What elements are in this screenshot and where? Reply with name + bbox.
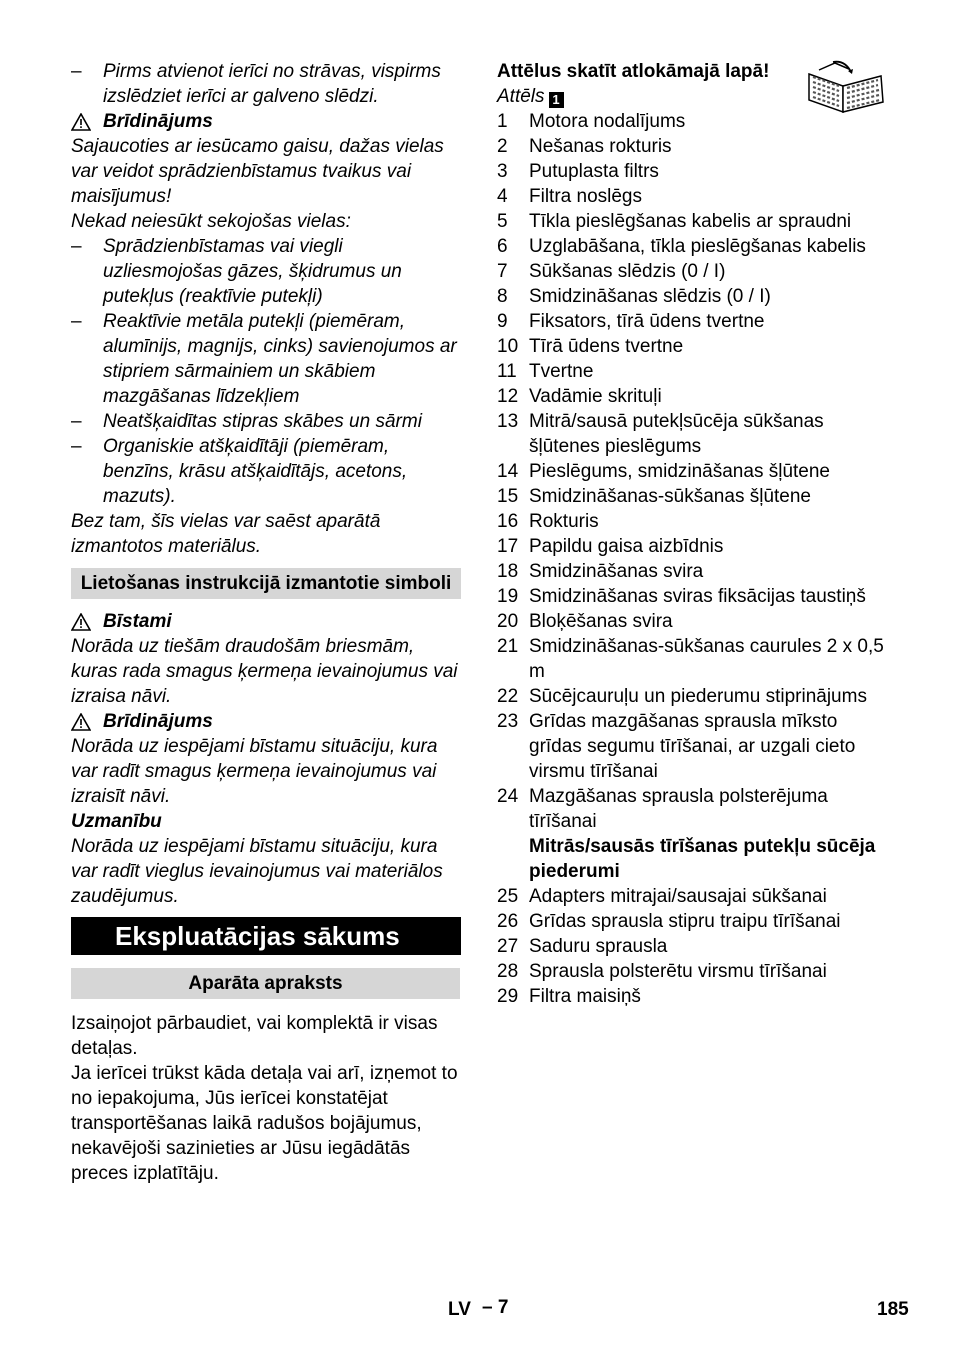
danger-text: Norāda uz tiešām draudošām briesmām, kuras rada smagus ķermeņa ievainojumus vai izraisa nāvi. [71, 636, 458, 707]
item-text: Sūcējcauruļu un piederumu stiprinājums [529, 686, 867, 707]
item-number: 22 [497, 686, 519, 707]
list-item [497, 459, 889, 484]
item-number: 28 [497, 961, 519, 982]
dash-item: – Reaktīvie metāla putekļi (piemēram, alumīnijs, magnijs, cinks) savienojumos ar stipriem sārmainiem un skābiem mazgāšanas līdzekļiem [71, 309, 461, 409]
item-text: Putuplasta filtrs [529, 161, 659, 182]
list-item [497, 584, 889, 609]
item-text: Tvertne [529, 361, 594, 382]
list-item [497, 634, 889, 684]
hazard-item: Sprādzienbīstamas vai viegli uzliesmojošas gāzes, šķidrumus un putekļus (reaktīvie putekļi) [103, 236, 402, 307]
item-number: 29 [497, 986, 519, 1007]
item-text: Nešanas rokturis [529, 136, 672, 157]
item-number: 15 [497, 486, 519, 507]
item-text: Tīrā ūdens tvertne [529, 336, 684, 357]
body-text: Izsaiņojot pārbaudiet, vai komplektā ir visas detaļas. [71, 1013, 438, 1059]
caution-title: Uzmanību [71, 811, 162, 832]
item-number: 21 [497, 636, 519, 657]
item-text: Smidzināšanas-sūkšanas šļūtene [529, 486, 811, 507]
list-item [497, 984, 889, 1009]
list-item [497, 559, 889, 584]
item-number: 20 [497, 611, 519, 632]
item-number: 25 [497, 886, 519, 907]
item-number: 26 [497, 911, 519, 932]
warning-title: Brīdinājums [103, 111, 213, 132]
caution-text: Norāda uz iespējami bīstamu situāciju, kura var radīt vieglus ievainojumus vai materiālos zaudējumus. [71, 836, 443, 907]
figure-number-badge: 1 [549, 92, 564, 108]
item-text: Bloķēšanas svira [529, 611, 673, 632]
item-number: 16 [497, 511, 519, 532]
list-item [497, 509, 889, 534]
item-text: Filtra noslēgs [529, 186, 642, 207]
item-number: 27 [497, 936, 519, 957]
item-text: Mitrā/sausā putekļsūcēja sūkšanas šļūtenes pieslēgums [529, 411, 824, 457]
open-book-icon [805, 60, 887, 121]
item-number: 10 [497, 336, 519, 357]
dash-item: – Neatšķaidītas stipras skābes un sārmi [71, 409, 461, 434]
list-item [497, 159, 889, 184]
list-item [497, 184, 889, 209]
list-item [497, 909, 889, 934]
item-number: 12 [497, 386, 519, 407]
right-column [497, 59, 889, 1009]
footer-language: LV [448, 1299, 471, 1320]
section-heading: Lietošanas instrukcijā izmantotie simboli [71, 568, 461, 599]
list-item [497, 484, 889, 509]
body-text: Ja ierīcei trūkst kāda detaļa vai arī, izņemot to no iepakojuma, Jūs ierīcei konstatējat transportēšanas laikā radušos bojājumus, nekavējoši sazinieties ar Jūsu iegādātās preces izplatītāju. [71, 1063, 458, 1184]
chapter-heading: Ekspluatācijas sākums [71, 917, 461, 955]
warning-triangle-icon [71, 613, 103, 631]
warning-text: Nekad neiesūkt sekojošas vielas: [71, 211, 351, 232]
item-text: Sprausla polsterētu virsmu tīrīšanai [529, 961, 827, 982]
item-text: Smidzināšanas-sūkšanas caurules 2 x 0,5 m [529, 636, 884, 682]
hazard-item: Organiskie atšķaidītāji (piemēram, benzīns, krāsu atšķaidītājs, acetons, mazuts). [103, 436, 408, 507]
list-item [497, 934, 889, 959]
list-item [497, 409, 889, 459]
list-item [497, 709, 889, 784]
list-item [497, 334, 889, 359]
item-number: 6 [497, 236, 508, 257]
list-item [497, 359, 889, 384]
item-number: 5 [497, 211, 508, 232]
item-text: Motora nodalījums [529, 111, 686, 132]
item-number: 11 [497, 361, 517, 382]
list-item [497, 884, 889, 909]
item-number: 17 [497, 536, 519, 557]
item-text: Rokturis [529, 511, 599, 532]
item-text: Fiksators, tīrā ūdens tvertne [529, 311, 765, 332]
list-item [497, 309, 889, 334]
item-number: 13 [497, 411, 519, 432]
item-text: Saduru sprausla [529, 936, 668, 957]
item-number: 18 [497, 561, 519, 582]
figure-title: Attēlus skatīt atlokāmajā lapā! [497, 61, 770, 82]
warning-triangle-icon [71, 713, 103, 731]
item-text: Adapters mitrajai/sausajai sūkšanai [529, 886, 827, 907]
left-column [71, 59, 461, 1186]
item-text: Grīdas sprausla stipru traipu tīrīšanai [529, 911, 841, 932]
item-number: 1 [497, 111, 508, 132]
warning-text: Sajaucoties ar iesūcamo gaisu, dažas vielas var veidot sprādzienbīstamus tvaikus vai maisījumus! [71, 136, 444, 207]
list-item [497, 284, 889, 309]
warning-heading [71, 109, 461, 134]
list-item [497, 259, 889, 284]
item-number: 23 [497, 711, 519, 732]
item-number: 4 [497, 186, 508, 207]
warning-triangle-icon [71, 113, 103, 131]
item-number: 3 [497, 161, 508, 182]
item-text: Filtra maisiņš [529, 986, 641, 1007]
warning-text: Norāda uz iespējami bīstamu situāciju, kura var radīt smagus ķermeņa ievainojumus vai izraisīt nāvi. [71, 736, 438, 807]
hazard-item: Reaktīvie metāla putekļi (piemēram, alumīnijs, magnijs, cinks) savienojumos ar stipriem sārmainiem un skābiem mazgāšanas līdzekļiem [103, 311, 457, 407]
item-text: Grīdas mazgāšanas sprausla mīksto grīdas segumu tīrīšanai, ar uzgali cieto virsmu tīrīšanai [529, 711, 856, 782]
list-item [497, 534, 889, 559]
item-text: Mazgāšanas sprausla polsterējuma tīrīšanai [529, 786, 828, 832]
item-number: 24 [497, 786, 519, 807]
accessories-list [497, 884, 889, 1009]
list-item [497, 609, 889, 634]
danger-title: Bīstami [103, 611, 172, 632]
item-text: Smidzināšanas sviras fiksācijas taustiņš [529, 586, 866, 607]
figure-ref-label: Attēls [497, 86, 545, 107]
hazard-item: Neatšķaidītas stipras skābes un sārmi [103, 411, 422, 432]
dash-item: – Pirms atvienot ierīci no strāvas, vispirms izslēdziet ierīci ar galveno slēdzi. [71, 59, 461, 109]
list-item [497, 784, 889, 834]
item-number: 8 [497, 286, 508, 307]
item-text: Papildu gaisa aizbīdnis [529, 536, 724, 557]
item-text: Uzglabāšana, tīkla pieslēgšanas kabelis [529, 236, 866, 257]
footer-local-page: – 7 [482, 1297, 509, 1318]
parts-list [497, 109, 889, 834]
item-number: 14 [497, 461, 519, 482]
dash-item: – Sprādzienbīstamas vai viegli uzliesmojošas gāzes, šķidrumus un putekļus (reaktīvie putekļi) [71, 234, 461, 309]
danger-heading [71, 609, 461, 634]
item-text: Smidzināšanas slēdzis (0 / I) [529, 286, 771, 307]
item-number: 7 [497, 261, 508, 282]
list-item [497, 209, 889, 234]
item-text: Pieslēgums, smidzināšanas šļūtene [529, 461, 830, 482]
dash-item: – Organiskie atšķaidītāji (piemēram, benzīns, krāsu atšķaidītājs, acetons, mazuts). [71, 434, 461, 509]
list-item [497, 684, 889, 709]
list-item [497, 234, 889, 259]
page-number: 185 [877, 1299, 909, 1320]
list-item [497, 134, 889, 159]
intro-dash-text: Pirms atvienot ierīci no strāvas, vispirms izslēdziet ierīci ar galveno slēdzi. [103, 61, 441, 107]
list-item [497, 384, 889, 409]
section-heading: Aparāta apraksts [71, 968, 460, 999]
warning-heading [71, 709, 461, 734]
item-number: 9 [497, 311, 508, 332]
item-text: Sūkšanas slēdzis (0 / I) [529, 261, 726, 282]
accessories-heading: Mitrās/sausās tīrīšanas putekļu sūcēja piederumi [529, 836, 876, 882]
item-text: Vadāmie skrituļi [529, 386, 662, 407]
list-item [497, 959, 889, 984]
item-number: 2 [497, 136, 508, 157]
item-text: Tīkla pieslēgšanas kabelis ar spraudni [529, 211, 852, 232]
item-text: Smidzināšanas svira [529, 561, 704, 582]
warning-title: Brīdinājums [103, 711, 213, 732]
warning-text: Bez tam, šīs vielas var saēst aparātā izmantotos materiālus. [71, 511, 381, 557]
item-number: 19 [497, 586, 519, 607]
